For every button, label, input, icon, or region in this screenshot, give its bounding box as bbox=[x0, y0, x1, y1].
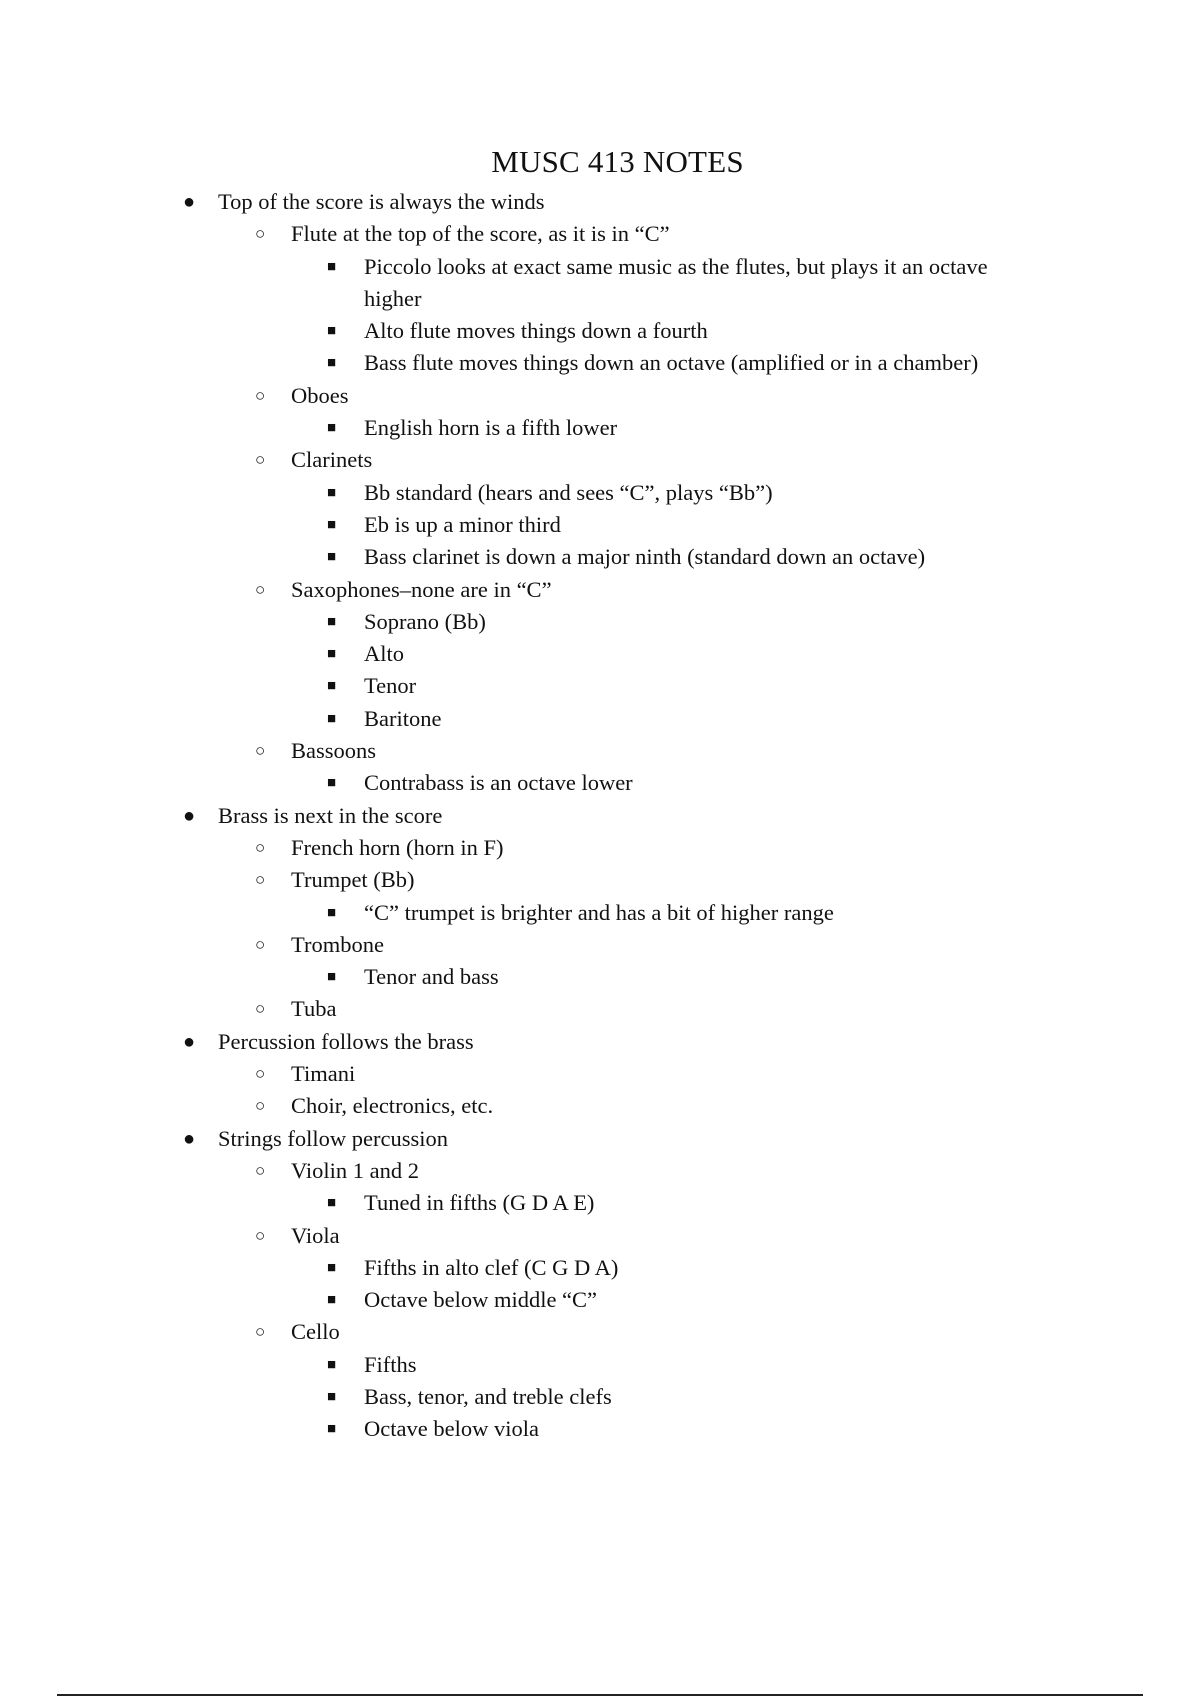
outline-item-text: Brass is next in the score bbox=[218, 802, 443, 828]
outline-item-level-2 bbox=[0, 832, 1200, 864]
outline-item-level-2 bbox=[0, 574, 1200, 606]
bullet-square-icon: ■ bbox=[327, 1388, 337, 1405]
outline-item-text: Tenor bbox=[364, 673, 417, 699]
outline-item-level-2 bbox=[0, 380, 1200, 412]
bullet-square-icon: ■ bbox=[327, 775, 337, 792]
outline-item-level-2 bbox=[0, 1090, 1200, 1122]
outline-item-level-2 bbox=[0, 1316, 1200, 1348]
outline-item-level-3 bbox=[0, 315, 1200, 347]
bullet-circle-icon: ○ bbox=[255, 1160, 266, 1180]
outline-item-text: Tuba bbox=[291, 996, 337, 1022]
bullet-square-icon: ■ bbox=[327, 678, 337, 695]
outline-item-text: Alto flute moves things down a fourth bbox=[364, 318, 708, 344]
outline-item-level-2 bbox=[0, 218, 1200, 250]
outline-item-level-3 bbox=[0, 1187, 1200, 1219]
bullet-circle-icon: ○ bbox=[255, 1064, 266, 1084]
outline-item-text: Oboes bbox=[291, 382, 349, 408]
outline-item-text: Eb is up a minor third bbox=[364, 511, 561, 537]
outline-item-text: French horn (horn in F) bbox=[291, 834, 504, 860]
outline-item-level-3 bbox=[0, 509, 1200, 541]
outline-item-text: Bass clarinet is down a major ninth (standard down an octave) bbox=[364, 544, 926, 570]
outline-item-text: Tuned in fifths (G D A E) bbox=[364, 1190, 595, 1216]
bullet-circle-icon: ○ bbox=[255, 1096, 266, 1116]
bullet-circle-icon: ○ bbox=[255, 450, 266, 470]
outline-item-level-3 bbox=[0, 1381, 1200, 1413]
outline-item-text: Choir, electronics, etc. bbox=[291, 1093, 494, 1119]
outline-item-text: Octave below viola bbox=[364, 1416, 539, 1442]
bullet-square-icon: ■ bbox=[327, 646, 337, 663]
bullet-circle-icon: ○ bbox=[255, 579, 266, 599]
outline-item-level-2 bbox=[0, 1058, 1200, 1090]
outline-item-level-3 bbox=[0, 670, 1200, 702]
outline-item-text: Alto bbox=[364, 641, 405, 667]
outline-item-level-3 bbox=[0, 541, 1200, 573]
bullet-circle-icon: ○ bbox=[255, 837, 266, 857]
notes-outline bbox=[0, 186, 1200, 1446]
page-title: MUSC 413 NOTES bbox=[491, 144, 744, 179]
bullet-square-icon: ■ bbox=[327, 516, 337, 533]
bullet-circle-icon: ○ bbox=[255, 1225, 266, 1245]
outline-item-text: Clarinets bbox=[291, 447, 373, 473]
outline-item-level-2 bbox=[0, 864, 1200, 896]
outline-item-level-2 bbox=[0, 993, 1200, 1025]
bullet-disc-icon: ● bbox=[183, 191, 196, 213]
bullet-square-icon: ■ bbox=[327, 904, 337, 921]
outline-item-level-3 bbox=[0, 1413, 1200, 1445]
outline-item-level-1 bbox=[0, 186, 1200, 218]
bottom-divider bbox=[57, 1694, 1143, 1696]
outline-item-level-3 bbox=[0, 961, 1200, 993]
outline-item-text: Viola bbox=[291, 1222, 340, 1248]
outline-item-level-3 bbox=[0, 347, 1200, 379]
outline-item-text: Fifths bbox=[364, 1351, 417, 1377]
bullet-square-icon: ■ bbox=[327, 969, 337, 986]
outline-item-text: Fifths in alto clef (C G D A) bbox=[364, 1254, 619, 1280]
bullet-square-icon: ■ bbox=[327, 1195, 337, 1212]
outline-item-level-1 bbox=[0, 1026, 1200, 1058]
outline-item-level-2 bbox=[0, 1155, 1200, 1187]
bullet-square-icon: ■ bbox=[327, 549, 337, 566]
outline-item-text: Bassoons bbox=[291, 738, 377, 764]
bullet-disc-icon: ● bbox=[183, 804, 196, 827]
outline-item-text: Timani bbox=[291, 1061, 356, 1087]
outline-item-level-2 bbox=[0, 929, 1200, 961]
bullet-disc-icon: ● bbox=[183, 1030, 196, 1053]
outline-item-level-2 bbox=[0, 735, 1200, 767]
outline-item-level-3 bbox=[0, 897, 1200, 929]
outline-item-text: Strings follow percussion bbox=[218, 1125, 448, 1151]
outline-item-text: Cello bbox=[291, 1319, 340, 1345]
outline-item-text: Percussion follows the brass bbox=[218, 1028, 474, 1054]
outline-item-text: Trumpet (Bb) bbox=[291, 867, 415, 893]
outline-item-level-3 bbox=[0, 606, 1200, 638]
outline-item-text: Piccolo looks at exact same music as the flutes, but plays it an octave higher bbox=[364, 253, 988, 311]
outline-item-text: English horn is a fifth lower bbox=[364, 415, 618, 441]
bullet-square-icon: ■ bbox=[327, 710, 337, 727]
outline-item-text: Bb standard (hears and sees “C”, plays “Bb”) bbox=[364, 479, 773, 505]
bullet-circle-icon: ○ bbox=[255, 1322, 266, 1342]
outline-item-text: Trombone bbox=[291, 931, 384, 957]
outline-item-level-2 bbox=[0, 444, 1200, 476]
outline-item-level-3 bbox=[0, 1349, 1200, 1381]
outline-item-text: Violin 1 and 2 bbox=[291, 1157, 420, 1183]
outline-item-level-1 bbox=[0, 800, 1200, 832]
outline-item-text: Bass, tenor, and treble clefs bbox=[364, 1383, 612, 1409]
bullet-square-icon: ■ bbox=[327, 258, 337, 275]
outline-item-text: “C” trumpet is brighter and has a bit of higher range bbox=[364, 899, 834, 925]
outline-item-level-3 bbox=[0, 767, 1200, 799]
bullet-circle-icon: ○ bbox=[255, 870, 266, 890]
bullet-square-icon: ■ bbox=[327, 1356, 337, 1373]
bullet-square-icon: ■ bbox=[327, 1421, 337, 1438]
bullet-disc-icon: ● bbox=[183, 1127, 196, 1150]
outline-item-level-3 bbox=[0, 477, 1200, 509]
bullet-circle-icon: ○ bbox=[255, 385, 266, 405]
outline-item-text: Top of the score is always the winds bbox=[218, 189, 545, 214]
outline-item-text: Tenor and bass bbox=[364, 964, 499, 990]
outline-item-text: Flute at the top of the score, as it is in “C” bbox=[291, 221, 670, 247]
outline-item-level-3 bbox=[0, 703, 1200, 735]
bullet-circle-icon: ○ bbox=[255, 224, 266, 244]
outline-item-level-3 bbox=[0, 412, 1200, 444]
bullet-circle-icon: ○ bbox=[255, 934, 266, 954]
bullet-square-icon: ■ bbox=[327, 323, 337, 340]
outline-item-level-2 bbox=[0, 1220, 1200, 1252]
outline-item-text: Contrabass is an octave lower bbox=[364, 770, 633, 796]
bullet-square-icon: ■ bbox=[327, 613, 337, 630]
bullet-square-icon: ■ bbox=[327, 420, 337, 437]
bullet-square-icon: ■ bbox=[327, 1292, 337, 1309]
bullet-square-icon: ■ bbox=[327, 484, 337, 501]
outline-item-level-3 bbox=[0, 1252, 1200, 1284]
bullet-circle-icon: ○ bbox=[255, 741, 266, 761]
bullet-square-icon: ■ bbox=[327, 355, 337, 372]
outline-item-level-1 bbox=[0, 1123, 1200, 1155]
outline-item-text: Bass flute moves things down an octave (amplified or in a chamber) bbox=[364, 350, 979, 376]
bullet-square-icon: ■ bbox=[327, 1259, 337, 1276]
outline-item-text: Baritone bbox=[364, 705, 442, 731]
outline-item-level-3 bbox=[0, 638, 1200, 670]
outline-item-level-3 bbox=[0, 251, 1044, 316]
outline-item-text: Saxophones–none are in “C” bbox=[291, 576, 552, 602]
outline-item-level-3 bbox=[0, 1284, 1200, 1316]
outline-item-text: Soprano (Bb) bbox=[364, 608, 486, 634]
bullet-circle-icon: ○ bbox=[255, 999, 266, 1019]
outline-item-text: Octave below middle “C” bbox=[364, 1287, 598, 1313]
